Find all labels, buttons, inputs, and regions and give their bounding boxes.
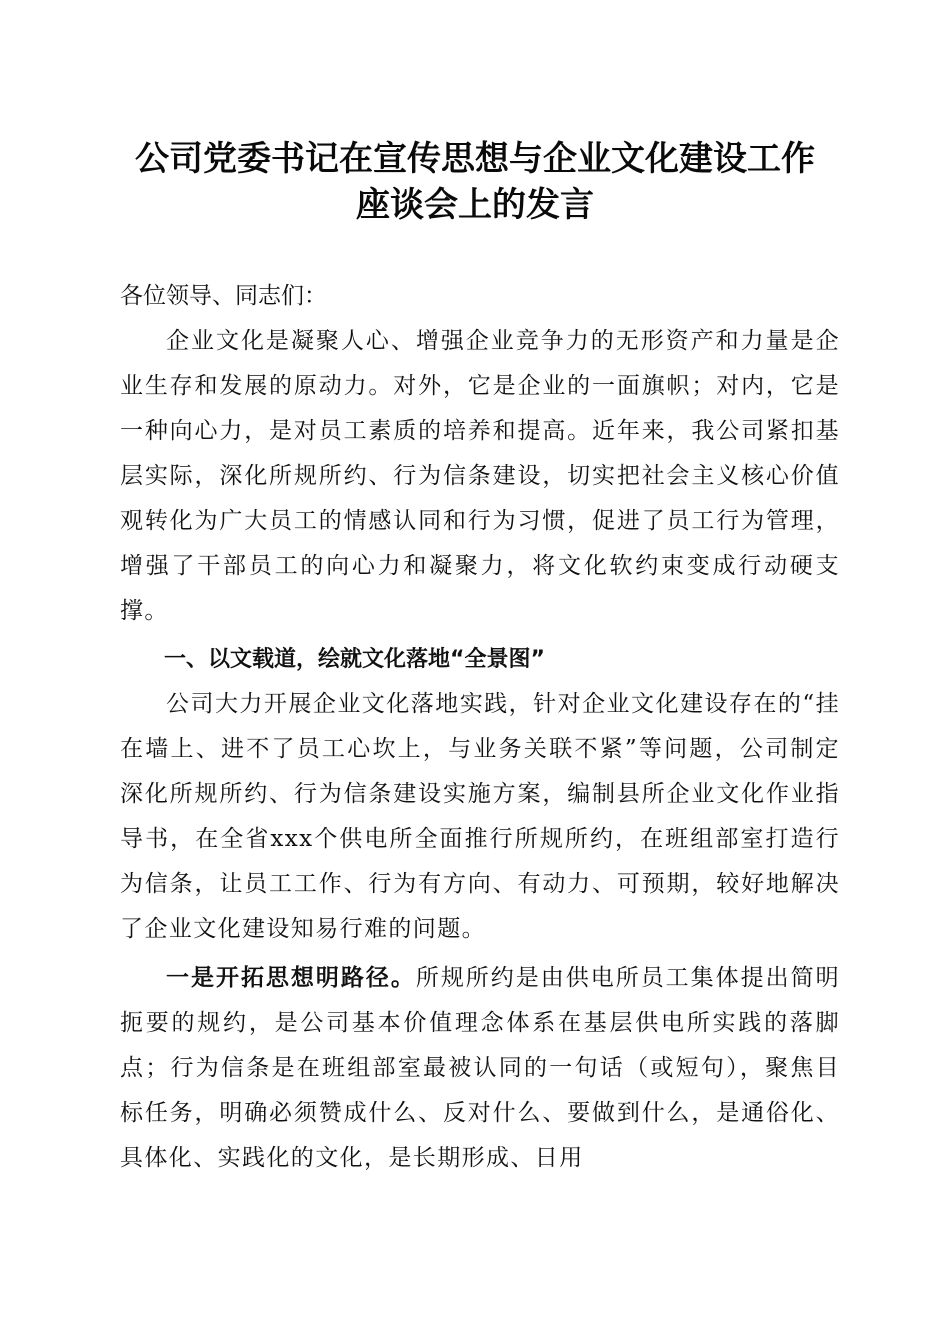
point-1-lead: 一是开拓思想明路径。 [166, 964, 416, 991]
section-heading-1: 一、以文载道，绘就文化落地“全景图” [164, 647, 545, 672]
point-1-paragraph [120, 955, 840, 1181]
document-title [100, 136, 850, 228]
title-line-1: 公司党委书记在宣传思想与企业文化建设工作 [135, 139, 815, 179]
intro-paragraph: 企业文化是凝聚人心、增强企业竞争力的无形资产和力量是企业生存和发展的原动力。对外，它是企业的一面旗帜；对内，它是一种向心力，是对员工素质的培养和提高。近年来，我公司紧扣基层实际，深化所规所约、行为信条建设，切实把社会主义核心价值观转化为广大员工的情感认同和行为习惯，促进了员工行为管理，增强了干部员工的向心力和凝聚力，将文化软约束变成行动硬支撑。 [120, 328, 840, 624]
point-1-text: 所规所约是由供电所员工集体提出简明扼要的规约，是公司基本价值理念体系在基层供电所实践的落脚点；行为信条是在班组部室最被认同的一句话（或短句），聚焦目标任务，明确必须赞成什么、反对什么、要做到什么，是通俗化、具体化、实践化的文化，是长期形成、日用 [120, 965, 840, 1171]
section-1-paragraph: 公司大力开展企业文化落地实践，针对企业文化建设存在的“挂在墙上、进不了员工心坎上，与业务关联不紧”等问题，公司制定深化所规所约、行为信条建设实施方案，编制县所企业文化作业指导书，在全省xxx个供电所全面推行所规所约，在班组部室打造行为信条，让员工工作、行为有方向、有动力、可预期，较好地解决了企业文化建设知易行难的问题。 [120, 691, 840, 942]
title-line-2: 座谈会上的发言 [356, 185, 594, 225]
document-body [120, 274, 840, 1181]
salutation: 各位领导、同志们： [120, 283, 327, 309]
